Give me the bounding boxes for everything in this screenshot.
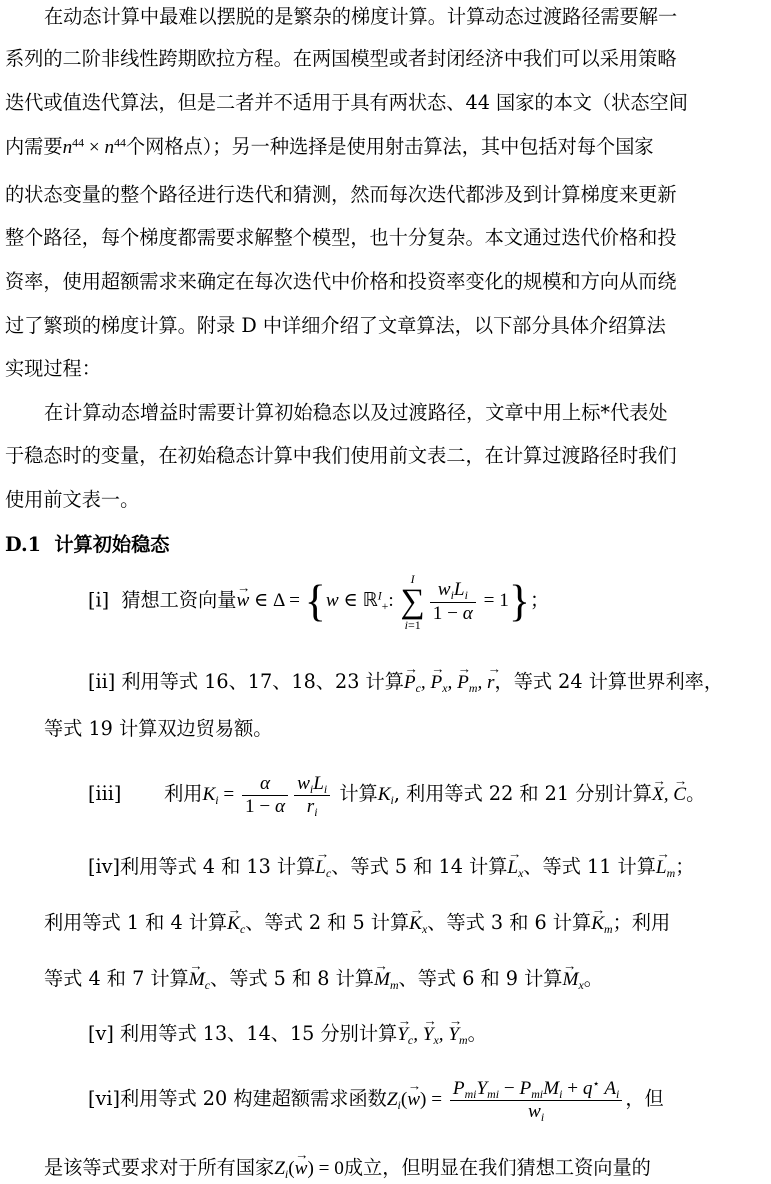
step-text: 利用等式 1 和 4 计算	[44, 911, 228, 934]
step-6: [vi]利用等式 20 构建超额需求函数$Z_i(\to w)$ = $\frac{P_{mi}Y_{mi} - P_{mi}M_i + q^⋆ A_i}{w_i}$ ，但	[88, 1078, 664, 1123]
step-text: 、等式 6 和 9 计算	[398, 967, 563, 990]
math-excess-demand: $Z_i(\to w)$ = $\frac{P_{mi}Y_{mi} - P_{mi}M_i + q^⋆ A_i}{w_i}$	[387, 1089, 626, 1110]
exponent: 44	[72, 135, 85, 150]
math-zero-condition: $Z_i(\to w) = 0$	[274, 1158, 344, 1179]
step-text: 利用	[164, 781, 203, 805]
math-kx: → $K_x$	[409, 913, 427, 934]
step-text: 但	[644, 1086, 664, 1110]
step-tag: [v]	[88, 1022, 114, 1045]
paragraph-1-line-7: 资率，使用超额需求来确定在每次迭代中价格和投资率变化的规模和方向从而绕	[5, 270, 677, 293]
math-mx: → $M_x$	[562, 969, 583, 990]
text-segment: 个网格点）；另一种选择是使用射击算法，其中包括对每个国家	[125, 135, 654, 158]
step-text: 成立，但明显在我们猜想工资向量的	[343, 1156, 651, 1179]
step-text: 、等式 3 和 6 计算	[427, 911, 592, 934]
paragraph-1-line-6: 整个路径，每个梯度都需要求解整个模型，也十分复杂。本文通过迭代价格和投	[5, 226, 677, 249]
paragraph-1-line-5: 的状态变量的整个路径进行迭代和猜测，然而每次迭代都涉及到计算梯度来更新	[5, 183, 677, 206]
math-lx: → $L_x$	[507, 857, 523, 878]
paragraph-1-line-2: 系列的二阶非线性跨期欧拉方程。在两国模型或者封闭经济中我们可以采用策略	[5, 47, 677, 70]
math-prices: → $P_c$, → $P_x$, → $P_m$, → r	[404, 672, 495, 693]
math-grid-size: $n^{44} \times n^{44}$	[62, 135, 126, 158]
step-1: [i] 猜想工资向量→ w ∈ Δ = {w ∈ ℝ$^I_+$: I ∑ i=1 $\frac{w_iL_i}{1 - \alpha}$ = 1}；	[88, 573, 549, 631]
step-2-line-2: 等式 19 计算双边贸易额。	[44, 717, 273, 740]
math-mc: → $M_c$	[189, 969, 210, 990]
step-4: [iv]利用等式 4 和 13 计算→ $L_c$、等式 5 和 14 计算→ $L_x$、等式 11 计算→ $L_m$；	[88, 855, 694, 879]
step-text: 利用等式 13、14、15 分别计算	[119, 1022, 398, 1045]
step-text: 、等式 2 和 5 计算	[245, 911, 410, 934]
math-lm: → $L_m$	[656, 857, 675, 878]
step-5: [v] 利用等式 13、14、15 分别计算→ $Y_c$, → $Y_x$, → $Y_m$。	[88, 1022, 487, 1046]
math-capital: $K_i$ = $\frac{\alpha}{1 - \alpha}$ $\frac{w_iL_i}{r_i}$	[202, 784, 333, 805]
step-tag: [vi]	[88, 1086, 120, 1110]
math-outputs: → $Y_c$, → $Y_x$, → $Y_m$	[397, 1024, 467, 1045]
math-km: → $K_m$	[591, 913, 612, 934]
step-text: 利用等式 4 和 13 计算	[119, 855, 316, 878]
section-heading	[5, 533, 170, 556]
paragraph-1-line-8: 过了繁琐的梯度计算。附录 D 中详细介绍了文章算法，以下部分具体介绍算法	[5, 314, 666, 337]
paragraph-1-line-3: 迭代或值迭代算法，但是二者并不适用于具有两状态、44 国家的本文（状态空间	[5, 91, 688, 114]
step-text: ，等式 24 计算世界利率，	[494, 670, 724, 693]
step-tag: [i]	[88, 588, 110, 612]
step-text: 、等式 5 和 14 计算	[331, 855, 508, 878]
exponent: 44	[114, 135, 126, 150]
paragraph-2-line-3: 使用前文表一。	[5, 488, 140, 511]
paragraph-2-line-1: 在计算动态增益时需要计算初始稳态以及过渡路径，文章中用上标*代表处	[44, 401, 668, 424]
math-wage-set: → w ∈ Δ = {w ∈ ℝ$^I_+$: I ∑ i=1 $\frac{w_iL_i}{1 - \alpha}$ = 1}	[236, 590, 530, 611]
step-text: 猜想工资向量	[121, 588, 237, 612]
section-number: D.1	[5, 533, 41, 556]
step-4-line-2	[44, 911, 670, 935]
step-tag: [ii]	[88, 670, 116, 693]
step-text: , 利用等式 22 和 21 分别计算	[393, 781, 652, 805]
paragraph-1-line-4	[5, 135, 654, 159]
paragraph-2-line-2: 于稳态时的变量，在初始稳态计算中我们使用前文表二，在计算过渡路径时我们	[5, 444, 677, 467]
step-text: 、等式 5 和 8 计算	[210, 967, 374, 990]
step-tag: [iii]	[88, 781, 122, 805]
step-6-line-2	[44, 1156, 651, 1180]
step-text: 是该等式要求对于所有国家	[44, 1156, 275, 1179]
step-text: 等式 4 和 7 计算	[44, 967, 189, 990]
step-2	[88, 670, 723, 694]
step-text: 、等式 11 计算	[523, 855, 656, 878]
step-text: 利用等式 20 构建超额需求函数	[119, 1086, 387, 1110]
step-text: ；利用	[612, 911, 671, 934]
step-text: 计算	[339, 781, 378, 805]
math-lc: → $L_c$	[315, 857, 331, 878]
step-3: [iii] 利用$K_i$ = $\frac{\alpha}{1 - \alpha}$ $\frac{w_iL_i}{r_i}$ 计算$K_i$, 利用等式 22 和 21 分别计算→ X, → C。	[88, 773, 705, 818]
step-4-line-3: 等式 4 和 7 计算→ $M_c$、等式 5 和 8 计算→ $M_m$、等式 6 和 9 计算→ $M_x$。	[44, 967, 603, 991]
paragraph-1-line-1: 在动态计算中最难以摆脱的是繁杂的梯度计算。计算动态过渡路径需要解一	[44, 5, 678, 28]
text-segment: 内需要	[5, 135, 63, 158]
section-title: 计算初始稳态	[54, 533, 170, 556]
math-x-c: → X, → C	[652, 784, 686, 805]
math-k: $K_i$	[377, 783, 394, 808]
math-mm: → $M_m$	[374, 969, 399, 990]
math-kc: → $K_c$	[227, 913, 245, 934]
step-text: 利用等式 16、17、18、23 计算	[121, 670, 404, 693]
paragraph-1-line-9: 实现过程：	[5, 357, 101, 380]
step-tag: [iv]	[88, 855, 120, 878]
